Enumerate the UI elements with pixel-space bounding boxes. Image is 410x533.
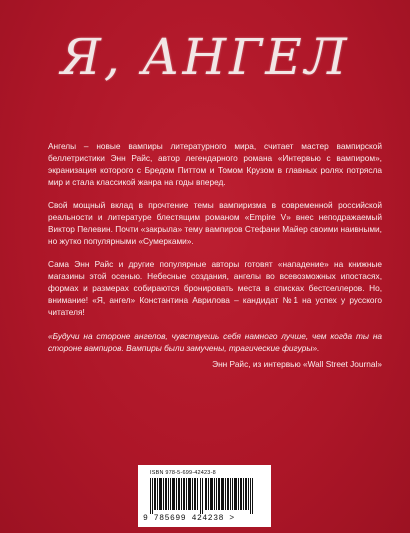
description-paragraph-1: Ангелы – новые вампиры литературного мира, считает мастер вампирской беллетристики Энн Райс, автор легендарного романа «Интервью с вампиром», экранизация которого с Бредом Питтом и Томом Крузом в главных ролях потрясла мир и стала классикой жанра на годы вперед. xyxy=(48,141,382,188)
description-paragraph-3: Сама Энн Райс и другие популярные авторы готовят «нападение» на книжные магазины этой осенью. Небесные создания, ангелы во всевозможных ипостасях, формах и размерах собираются бронировать места в списках бестселлеров. Но, внимание! «Я, ангел» Константина Аврилова – кандидат №1 на успех у русского читателя! xyxy=(48,259,382,318)
book-title: Я, АНГЕЛ xyxy=(60,28,350,86)
barcode-icon xyxy=(150,478,260,514)
barcode-digits: 9 785699 424238 > xyxy=(143,514,235,523)
description-paragraph-2: Свой мощный вклад в прочтение темы вампиризма в современной российской реальности и литературе блестящим романом «Empire V» внес неподражаемый Виктор Пелевин. Почти «закрыла» тему вампиров Стефани Майер своими наивными, но жутко популярными «Сумерками». xyxy=(48,200,382,247)
barcode-label xyxy=(138,465,271,527)
quote-text: «Будучи на стороне ангелов, чувствуешь себя намного лучше, чем когда ты на стороне вампиров. Вампиры были замучены, трагические фигуры». xyxy=(48,331,382,354)
quote-source: Энн Райс, из интервью «Wall Street Journal» xyxy=(212,359,382,369)
isbn-text: ISBN 978-5-699-42423-8 xyxy=(150,470,216,476)
